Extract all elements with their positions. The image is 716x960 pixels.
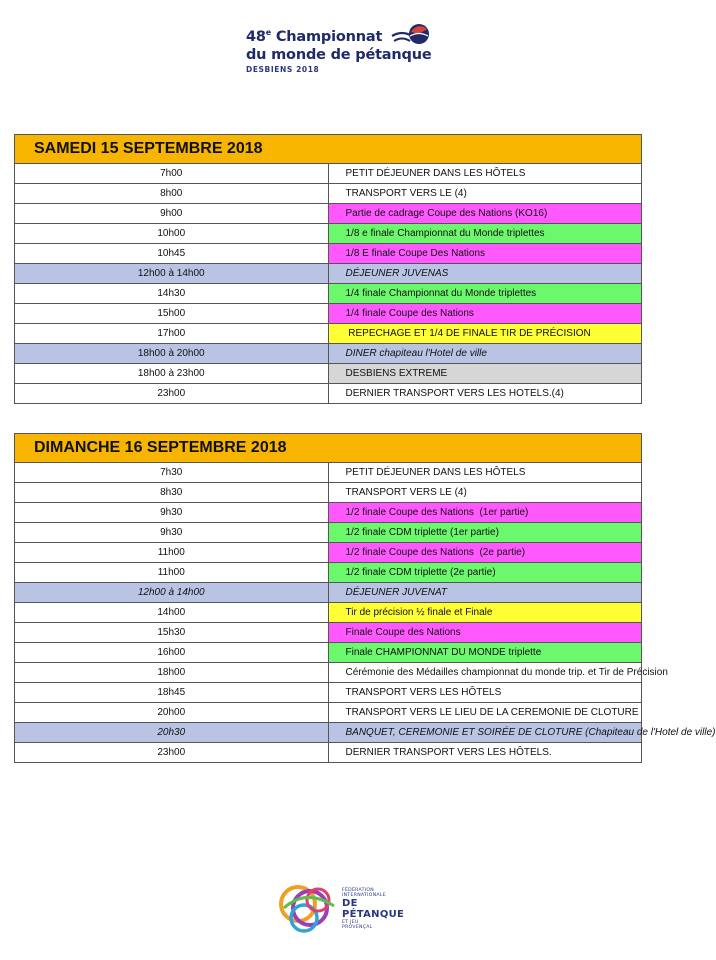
table-row: 14h00 Tir de précision ½ finale et Finale xyxy=(15,603,642,623)
table-row: 15h30 Finale Coupe des Nations xyxy=(15,623,642,643)
petanque-ball-logo-icon xyxy=(390,22,430,48)
table-row: 10h45 1/8 E finale Coupe Des Nations xyxy=(15,244,642,264)
saturday-schedule-table xyxy=(14,134,642,404)
table-row: 7h30 PETIT DÉJEUNER DANS LES HÔTELS xyxy=(15,463,642,483)
table-row: 11h00 1/2 finale CDM triplette (2e partie) xyxy=(15,563,642,583)
table-row: 15h00 1/4 finale Coupe des Nations xyxy=(15,304,642,324)
fipjp-logo-icon xyxy=(276,878,346,936)
fipjp-logo xyxy=(276,878,405,936)
table-row: 18h00 à 23h00 DESBIENS EXTREME xyxy=(15,364,642,384)
table-row: 14h30 1/4 finale Championnat du Monde triplettes xyxy=(15,284,642,304)
table-row: 17h00 REPECHAGE ET 1/4 DE FINALE TIR DE PRÉCISION xyxy=(15,324,642,344)
table-row: 8h00 TRANSPORT VERS LE (4) xyxy=(15,184,642,204)
table-row: 18h45 TRANSPORT VERS LES HÔTELS xyxy=(15,683,642,703)
table-row: 18h00 à 20h00 DINER chapiteau l'Hotel de ville xyxy=(15,344,642,364)
sunday-schedule-table xyxy=(14,433,716,763)
table-row: 20h30 BANQUET, CEREMONIE ET SOIRÉE DE CLOTURE (Chapiteau de l'Hotel de ville) xyxy=(15,723,642,743)
table-row: 7h00 PETIT DÉJEUNER DANS LES HÔTELS xyxy=(15,164,642,184)
table-row: 23h00 DERNIER TRANSPORT VERS LES HÔTELS. xyxy=(15,743,642,763)
table-row: 11h00 1/2 finale Coupe des Nations (2e partie) xyxy=(15,543,642,563)
header-title-line1: 48e Championnat xyxy=(246,28,383,45)
table-row: 23h00 DERNIER TRANSPORT VERS LES HOTELS.(4) xyxy=(15,384,642,404)
table-row: 9h00 Partie de cadrage Coupe des Nations (KO16) xyxy=(15,204,642,224)
table-row: 18h00 Cérémonie des Médailles championnat du monde trip. et Tir de Précision xyxy=(15,663,642,683)
header-title-line2: du monde de pétanque xyxy=(246,47,432,63)
table-row: 12h00 à 14h00 DÉJEUNER JUVENAS xyxy=(15,264,642,284)
table-row: 9h30 1/2 finale CDM triplette (1er partie) xyxy=(15,523,642,543)
table-row: 8h30 TRANSPORT VERS LE (4) xyxy=(15,483,642,503)
saturday-title: SAMEDI 15 SEPTEMBRE 2018 xyxy=(15,135,642,164)
table-row: 9h30 1/2 finale Coupe des Nations (1er partie) xyxy=(15,503,642,523)
table-row: 12h00 à 14h00 DÉJEUNER JUVENAT xyxy=(15,583,642,603)
event-header xyxy=(246,24,436,80)
header-subtitle: DESBIENS 2018 xyxy=(246,65,320,74)
table-row: 20h00 TRANSPORT VERS LE LIEU DE LA CEREMONIE DE CLOTURE xyxy=(15,703,642,723)
table-row: 10h00 1/8 e finale Championnat du Monde triplettes xyxy=(15,224,642,244)
sunday-title: DIMANCHE 16 SEPTEMBRE 2018 xyxy=(15,434,642,463)
fipjp-text: FÉDÉRATION INTERNATIONALE DE PÉTANQUE ET JEU PROVENÇAL xyxy=(342,888,405,930)
table-row: 16h00 Finale CHAMPIONNAT DU MONDE triplette xyxy=(15,643,642,663)
